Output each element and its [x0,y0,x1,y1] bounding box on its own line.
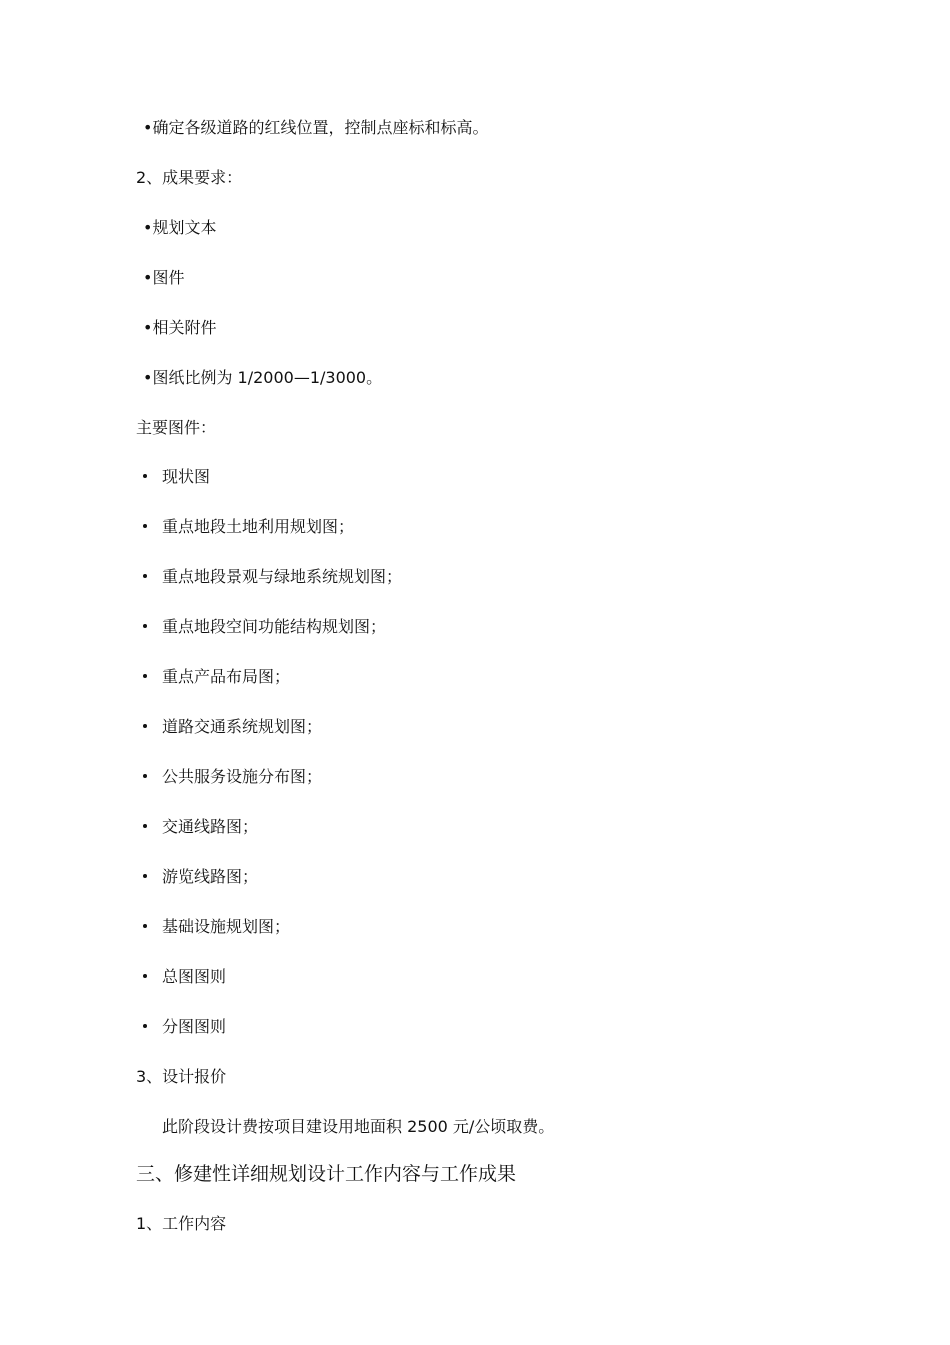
heading-design-quote: 3、设计报价 [136,1067,227,1086]
bullet-icon [143,624,147,628]
bullet-icon [143,474,147,478]
bullet-icon [143,824,147,828]
list-item-label: 重点地段空间功能结构规划图； [162,617,387,636]
bullet-attachments: •相关附件 [143,318,217,337]
list-item-label: 重点地段景观与绿地系统规划图； [162,567,403,586]
bullet-line-red-line-positions: •确定各级道路的红线位置，控制点座标和标高。 [143,118,489,137]
bullet-icon [143,874,147,878]
heading-main-drawings: 主要图件： [136,418,217,437]
bullet-drawing-scale: •图纸比例为 1/2000—1/3000。 [143,368,383,387]
bullet-icon [143,974,147,978]
list-item-label: 重点产品布局图； [162,667,291,686]
bullet-icon [143,1024,147,1028]
list-item-label: 交通线路图； [162,817,259,836]
bullet-icon [143,774,147,778]
section-heading-detailed-planning: 三、修建性详细规划设计工作内容与工作成果 [136,1163,517,1185]
bullet-icon [143,924,147,928]
bullet-icon [143,574,147,578]
list-item-label: 道路交通系统规划图； [162,717,323,736]
bullet-icon [143,524,147,528]
bullet-icon [143,724,147,728]
bullet-icon [143,674,147,678]
list-item-label: 游览线路图； [162,867,259,886]
list-item-label: 公共服务设施分布图； [162,767,323,786]
list-item-label: 分图图则 [162,1017,227,1036]
bullet-drawings: •图件 [143,268,185,287]
bullet-planning-text: •规划文本 [143,218,217,237]
list-item-label: 基础设施规划图； [162,917,291,936]
list-item-label: 总图图则 [162,967,227,986]
heading-deliverables: 2、成果要求： [136,168,243,187]
subheading-work-content: 1、工作内容 [136,1214,227,1233]
list-item-label: 重点地段土地利用规划图； [162,517,355,536]
paragraph-fee: 此阶段设计费按项目建设用地面积 2500 元/公顷取费。 [162,1117,555,1136]
list-item-label: 现状图 [162,467,211,486]
